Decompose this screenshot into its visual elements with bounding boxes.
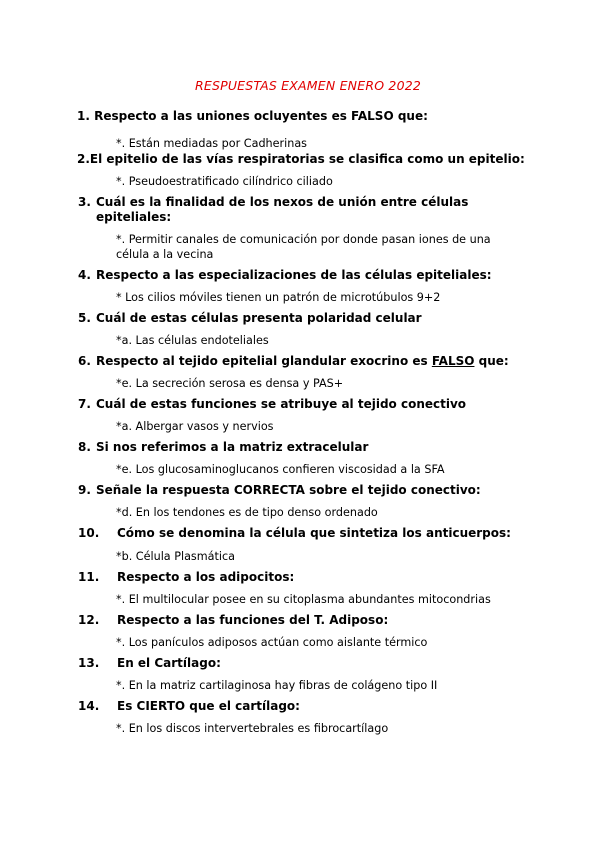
question-8-number: 8.	[78, 440, 91, 454]
falso-emphasis: FALSO	[431, 354, 475, 368]
answer-13: *. En la matriz cartilaginosa hay fibras de colágeno tipo II	[116, 679, 438, 692]
answer-3: *. Permitir canales de comunicación por donde pasan iones de una célula a la vecina	[116, 233, 491, 261]
question-13: En el Cartílago:	[117, 656, 221, 670]
answer-1: *. Están mediadas por Cadherinas	[116, 137, 308, 150]
answer-7: *a. Albergar vasos y nervios	[116, 420, 274, 433]
answer-8: *e. Los glucosaminoglucanos confieren viscosidad a la SFA	[116, 463, 445, 476]
answer-2: *. Pseudoestratificado cilíndrico ciliado	[116, 175, 333, 188]
question-2: 2.El epitelio de las vías respiratorias se clasifica como un epitelio:	[77, 152, 525, 166]
question-6-number: 6.	[78, 354, 91, 368]
question-8: Si nos referimos a la matriz extracelular	[96, 440, 369, 454]
question-7: Cuál de estas funciones se atribuye al tejido conectivo	[96, 397, 467, 411]
question-11: Respecto a los adipocitos:	[117, 570, 295, 584]
question-5-number: 5.	[78, 311, 91, 325]
question-12-number: 12.	[78, 613, 100, 627]
question-5: Cuál de estas células presenta polaridad celular	[96, 311, 422, 325]
question-6: Respecto al tejido epitelial glandular exocrino es FALSO que:	[96, 354, 509, 368]
question-4-number: 4.	[78, 268, 91, 282]
question-10-number: 10.	[78, 526, 100, 540]
answer-10: *b. Célula Plasmática	[116, 550, 236, 563]
question-14: Es CIERTO que el cartílago:	[117, 699, 300, 713]
answer-12: *. Los panículos adiposos actúan como aislante térmico	[116, 636, 428, 649]
question-3-number: 3.	[78, 195, 91, 209]
answer-11: *. El multilocular posee en su citoplasma abundantes mitocondrias	[116, 593, 491, 606]
question-4: Respecto a las especializaciones de las células epiteliales:	[96, 268, 492, 282]
answer-6: *e. La secreción serosa es densa y PAS+	[116, 377, 344, 390]
question-14-number: 14.	[78, 699, 100, 713]
question-3: Cuál es la finalidad de los nexos de unión entre células epiteliales:	[96, 195, 469, 224]
answer-14: *. En los discos intervertebrales es fibrocartílago	[116, 722, 389, 735]
question-9: Señale la respuesta CORRECTA sobre el tejido conectivo:	[96, 483, 481, 497]
answer-5: *a. Las células endoteliales	[116, 334, 269, 347]
question-10: Cómo se denomina la célula que sintetiza los anticuerpos:	[117, 526, 511, 540]
page-title: RESPUESTAS EXAMEN ENERO 2022	[194, 78, 422, 93]
question-11-number: 11.	[78, 570, 100, 584]
question-7-number: 7.	[78, 397, 91, 411]
question-12: Respecto a las funciones del T. Adiposo:	[117, 613, 389, 627]
question-13-number: 13.	[78, 656, 100, 670]
question-9-number: 9.	[78, 483, 91, 497]
question-1: 1. Respecto a las uniones ocluyentes es FALSO que:	[77, 109, 428, 123]
answer-4: * Los cilios móviles tienen un patrón de microtúbulos 9+2	[116, 291, 441, 304]
answer-9: *d. En los tendones es de tipo denso ordenado	[116, 506, 378, 519]
